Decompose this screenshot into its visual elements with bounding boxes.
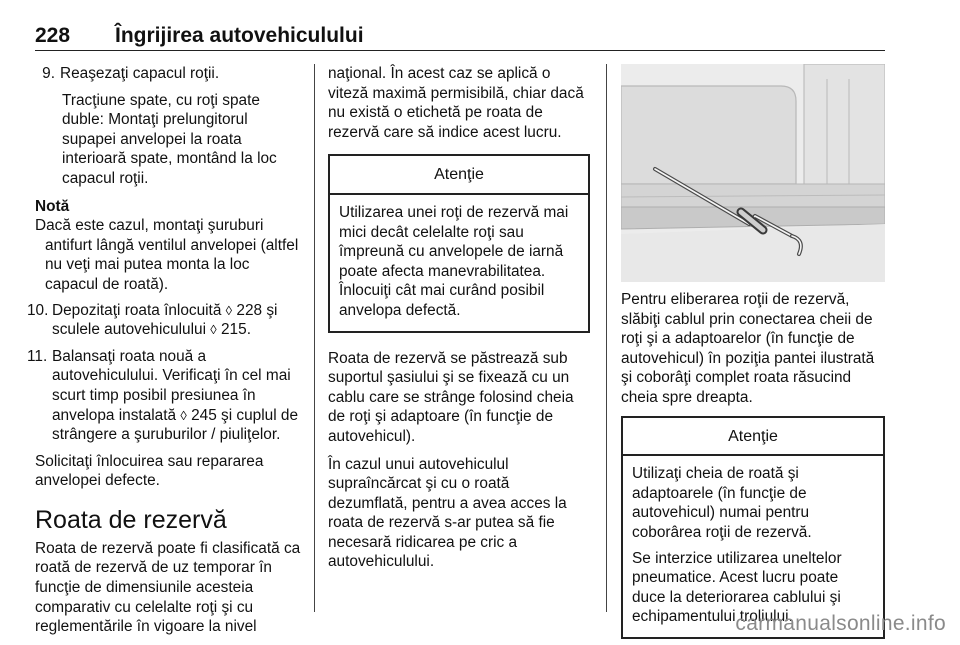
continued-text: naţional. În acest caz se aplică o viteză maximă permisibilă, chiar dacă nu există o etichetă pe roata de rezervă care să indice acest lucru. [328, 65, 584, 141]
paragraph-replace: Solicitaţi înlocuirea sau repararea anvelopei defecte. [35, 452, 264, 490]
step-text-part: Balansaţi roata nouă a autovehiculului. Verificaţi în cel mai scurt timp posibil presiunea în anvelopa instalată [52, 347, 291, 424]
step-text [52, 301, 303, 340]
step-text-part: . [246, 321, 251, 339]
step-10 [27, 301, 303, 340]
column-divider [606, 64, 607, 612]
paragraph-support: Roata de rezervă se păstrează sub suportul şasiului şi se fixează cu un cablu care se strânge folosind cheia de roţi şi adaptoare (în funcţie de autovehicul). [328, 349, 574, 445]
column-right [621, 64, 885, 639]
warning-text: Utilizaţi cheia de roată şi adaptoarele (în funcţie de autovehicul) numai pentru coborârea roţii de rezervă. [632, 465, 812, 541]
warning-text: Utilizarea unei roţi de rezervă mai mici decât celelalte roţi sau împreună cu anvelopele de iarnă poate afecta manevrabilitatea. Înlocuiţi cât mai curând posibil anvelopa defectă. [339, 203, 569, 319]
page-ref-icon: ◊ [210, 322, 217, 338]
step-text-part: şi sculele autovehiculului [52, 301, 278, 339]
page-ref-link[interactable]: 215 [221, 321, 247, 339]
page-ref-icon: ◊ [225, 302, 233, 318]
section-title: Roata de rezervă [35, 505, 227, 534]
page-ref-link[interactable]: 245 [191, 406, 217, 424]
column-left [27, 64, 303, 645]
page-ref-link[interactable]: 228 [236, 301, 263, 319]
note-text: Dacă este cazul, montaţi şuruburi antifurt lângă ventilul anvelopei (altfel nu veţi mai putea monta la loc capacul de roată). [35, 217, 299, 293]
spare-wheel-illustration [621, 64, 885, 282]
watermark: carmanualsonline.info [735, 612, 946, 635]
warning-text: Se interzice utilizarea uneltelor pneumatice. Acest lucru poate duce la deteriorarea cablului şi echipamentului troliului. [632, 549, 842, 626]
step-number: 11. [27, 347, 48, 365]
step-text [52, 347, 303, 445]
page-number: 228 [35, 24, 71, 47]
warning-title: Atenţie [623, 418, 883, 457]
warning-box [328, 154, 590, 332]
vehicle-rear-image [621, 64, 885, 282]
column-divider [314, 64, 315, 612]
paragraph-release: Pentru eliberarea roţii de rezervă, slăbiţi cablul prin conectarea cheii de roţi şi a adaptoarelor (în funcţie de autovehicul) în poziţia pantei ilustrată şi coborâţi complet roata răsucind cheia spre dreapta. [621, 291, 875, 406]
warning-title: Atenţie [330, 156, 588, 195]
page-title: Îngrijirea autovehiculului [115, 24, 364, 47]
warning-body [623, 456, 883, 637]
warning-box [621, 416, 885, 639]
step-text-part: Depozitaţi roata înlocuită [52, 301, 226, 319]
step-text: Reaşezaţi capacul roţii. [60, 65, 220, 82]
section-text: Roata de rezervă poate fi clasificată ca roată de rezervă de uz temporar în funcţie de dimensiunile acesteia comparativ cu celelalte roţi şi cu reglementările în vigoare la nivel [35, 539, 301, 636]
column-middle [328, 64, 590, 580]
step-text-part: şi cuplul de strângere a şuruburilor / piuliţelor. [52, 406, 299, 444]
step-11 [27, 347, 303, 445]
step-9-detail: Tracţiune spate, cu roţi spate duble: Montaţi prelungitorul supapei anvelopei la roata interioară spate, montând la loc capacul roţii. [62, 91, 277, 187]
page-ref-icon: ◊ [180, 407, 187, 423]
step-number: 9. [42, 65, 55, 82]
paragraph-overload: În cazul unui autovehiculul supraîncărcat şi cu o roată dezumflată, pentru a avea acces la roata de rezervă s-ar putea să fie necesară ridicarea pe cric a autovehiculului. [328, 455, 567, 571]
step-9 [35, 64, 303, 84]
note-title: Notă [35, 197, 70, 215]
page-header [35, 18, 885, 51]
step-number: 10. [27, 301, 49, 319]
warning-body [330, 195, 588, 331]
